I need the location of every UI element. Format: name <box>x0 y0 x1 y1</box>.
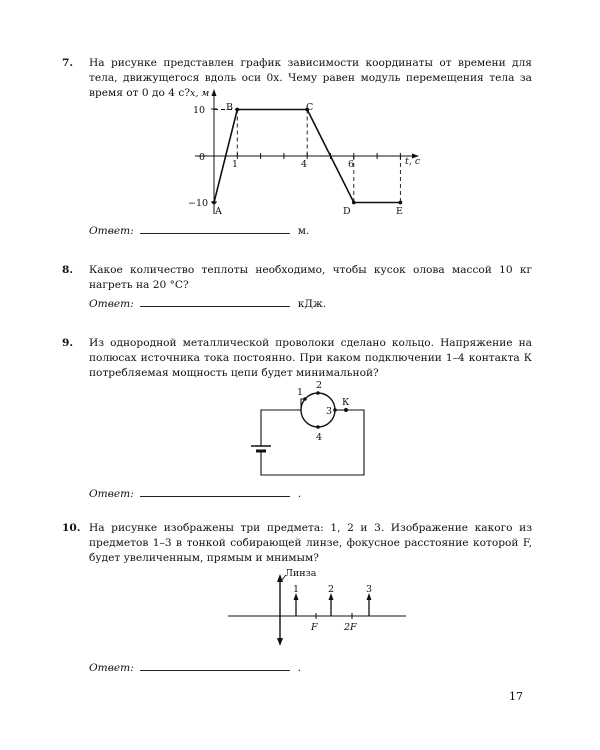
x-axis-label: t, с <box>405 156 421 167</box>
ring-circuit-diagram <box>240 378 380 480</box>
data-point-e <box>399 201 403 205</box>
position-time-graph <box>185 86 435 221</box>
x-tick-label: 1 <box>232 159 239 170</box>
answer-row-10 <box>89 660 301 674</box>
answer-label: Ответ: <box>89 298 134 310</box>
focus-label-f: F <box>311 622 318 633</box>
page-number: 17 <box>509 690 523 703</box>
key-contact <box>344 408 348 412</box>
answer-unit: кДж. <box>297 298 327 310</box>
question-text: Какое количество теплоты необходимо, чтобы кусок олова массой 10 кг нагреть на 20 °С? <box>89 264 532 291</box>
question-number: 8. <box>62 264 74 276</box>
answer-field[interactable] <box>140 660 290 671</box>
question-number: 7. <box>62 57 74 69</box>
object-2-arrow <box>329 593 334 616</box>
question-9 <box>62 336 532 381</box>
answer-row-8 <box>89 296 326 310</box>
answer-unit: . <box>297 488 302 500</box>
answer-unit: . <box>297 662 302 674</box>
answer-field[interactable] <box>140 223 290 234</box>
question-text: На рисунке представлен график зависимости координаты от времени для тела, движущегося вдоль оси 0x. Чему равен модуль перемещения тела за время от 0 до 4 с? <box>89 57 532 99</box>
answer-unit: м. <box>297 225 310 237</box>
y-tick-label: 10 <box>193 105 206 116</box>
object-label: 2 <box>328 584 335 595</box>
key-label: К <box>342 397 350 408</box>
question-text: На рисунке изображены три предмета: 1, 2 и 3. Изображение какого из предметов 1–3 в тонкой собирающей линзе, фокусное расстояние которой F, будет увеличенным, прямым и мнимым? <box>89 522 532 564</box>
object-1-arrow <box>294 593 299 616</box>
contact-label: 2 <box>316 380 323 391</box>
x-tick-label: 6 <box>348 159 355 170</box>
point-label-c: C <box>306 102 314 113</box>
question-8 <box>62 263 532 293</box>
answer-label: Ответ: <box>89 662 134 674</box>
answer-label: Ответ: <box>89 225 134 237</box>
y-tick-label: 0 <box>199 152 206 163</box>
object-3-arrow <box>367 593 372 616</box>
object-label: 1 <box>293 584 300 595</box>
object-label: 3 <box>366 584 373 595</box>
data-point-a <box>212 201 216 205</box>
data-point-b <box>235 108 239 112</box>
answer-row-9 <box>89 486 301 500</box>
answer-field[interactable] <box>140 486 290 497</box>
contact-label: 1 <box>297 387 304 398</box>
point-label-e: E <box>396 206 403 217</box>
point-label-a: A <box>215 206 222 217</box>
x-tick-label: 4 <box>301 159 308 170</box>
question-10 <box>62 521 532 566</box>
question-text: Из однородной металлической проволоки сделано кольцо. Напряжение на полюсах источника тока постоянно. При каком подключении 1–4 контакта К потребляемая мощность цепи будет минимальной? <box>89 337 532 379</box>
contact-label: 4 <box>316 432 323 443</box>
lens-icon <box>277 574 283 646</box>
data-point-d <box>352 201 356 205</box>
point-label-d: D <box>343 206 351 217</box>
lens-label: Линза <box>285 568 317 579</box>
question-number: 10. <box>62 522 81 534</box>
focus-label-2f: 2F <box>344 622 357 633</box>
answer-field[interactable] <box>140 296 290 307</box>
point-label-b: B <box>226 102 233 113</box>
question-number: 9. <box>62 337 74 349</box>
lens-diagram <box>228 566 408 646</box>
answer-label: Ответ: <box>89 488 134 500</box>
answer-row-7 <box>89 223 309 237</box>
y-axis-label: x, м <box>190 88 210 99</box>
contact-label: 3 <box>326 406 333 417</box>
y-tick-label: −10 <box>188 198 209 209</box>
